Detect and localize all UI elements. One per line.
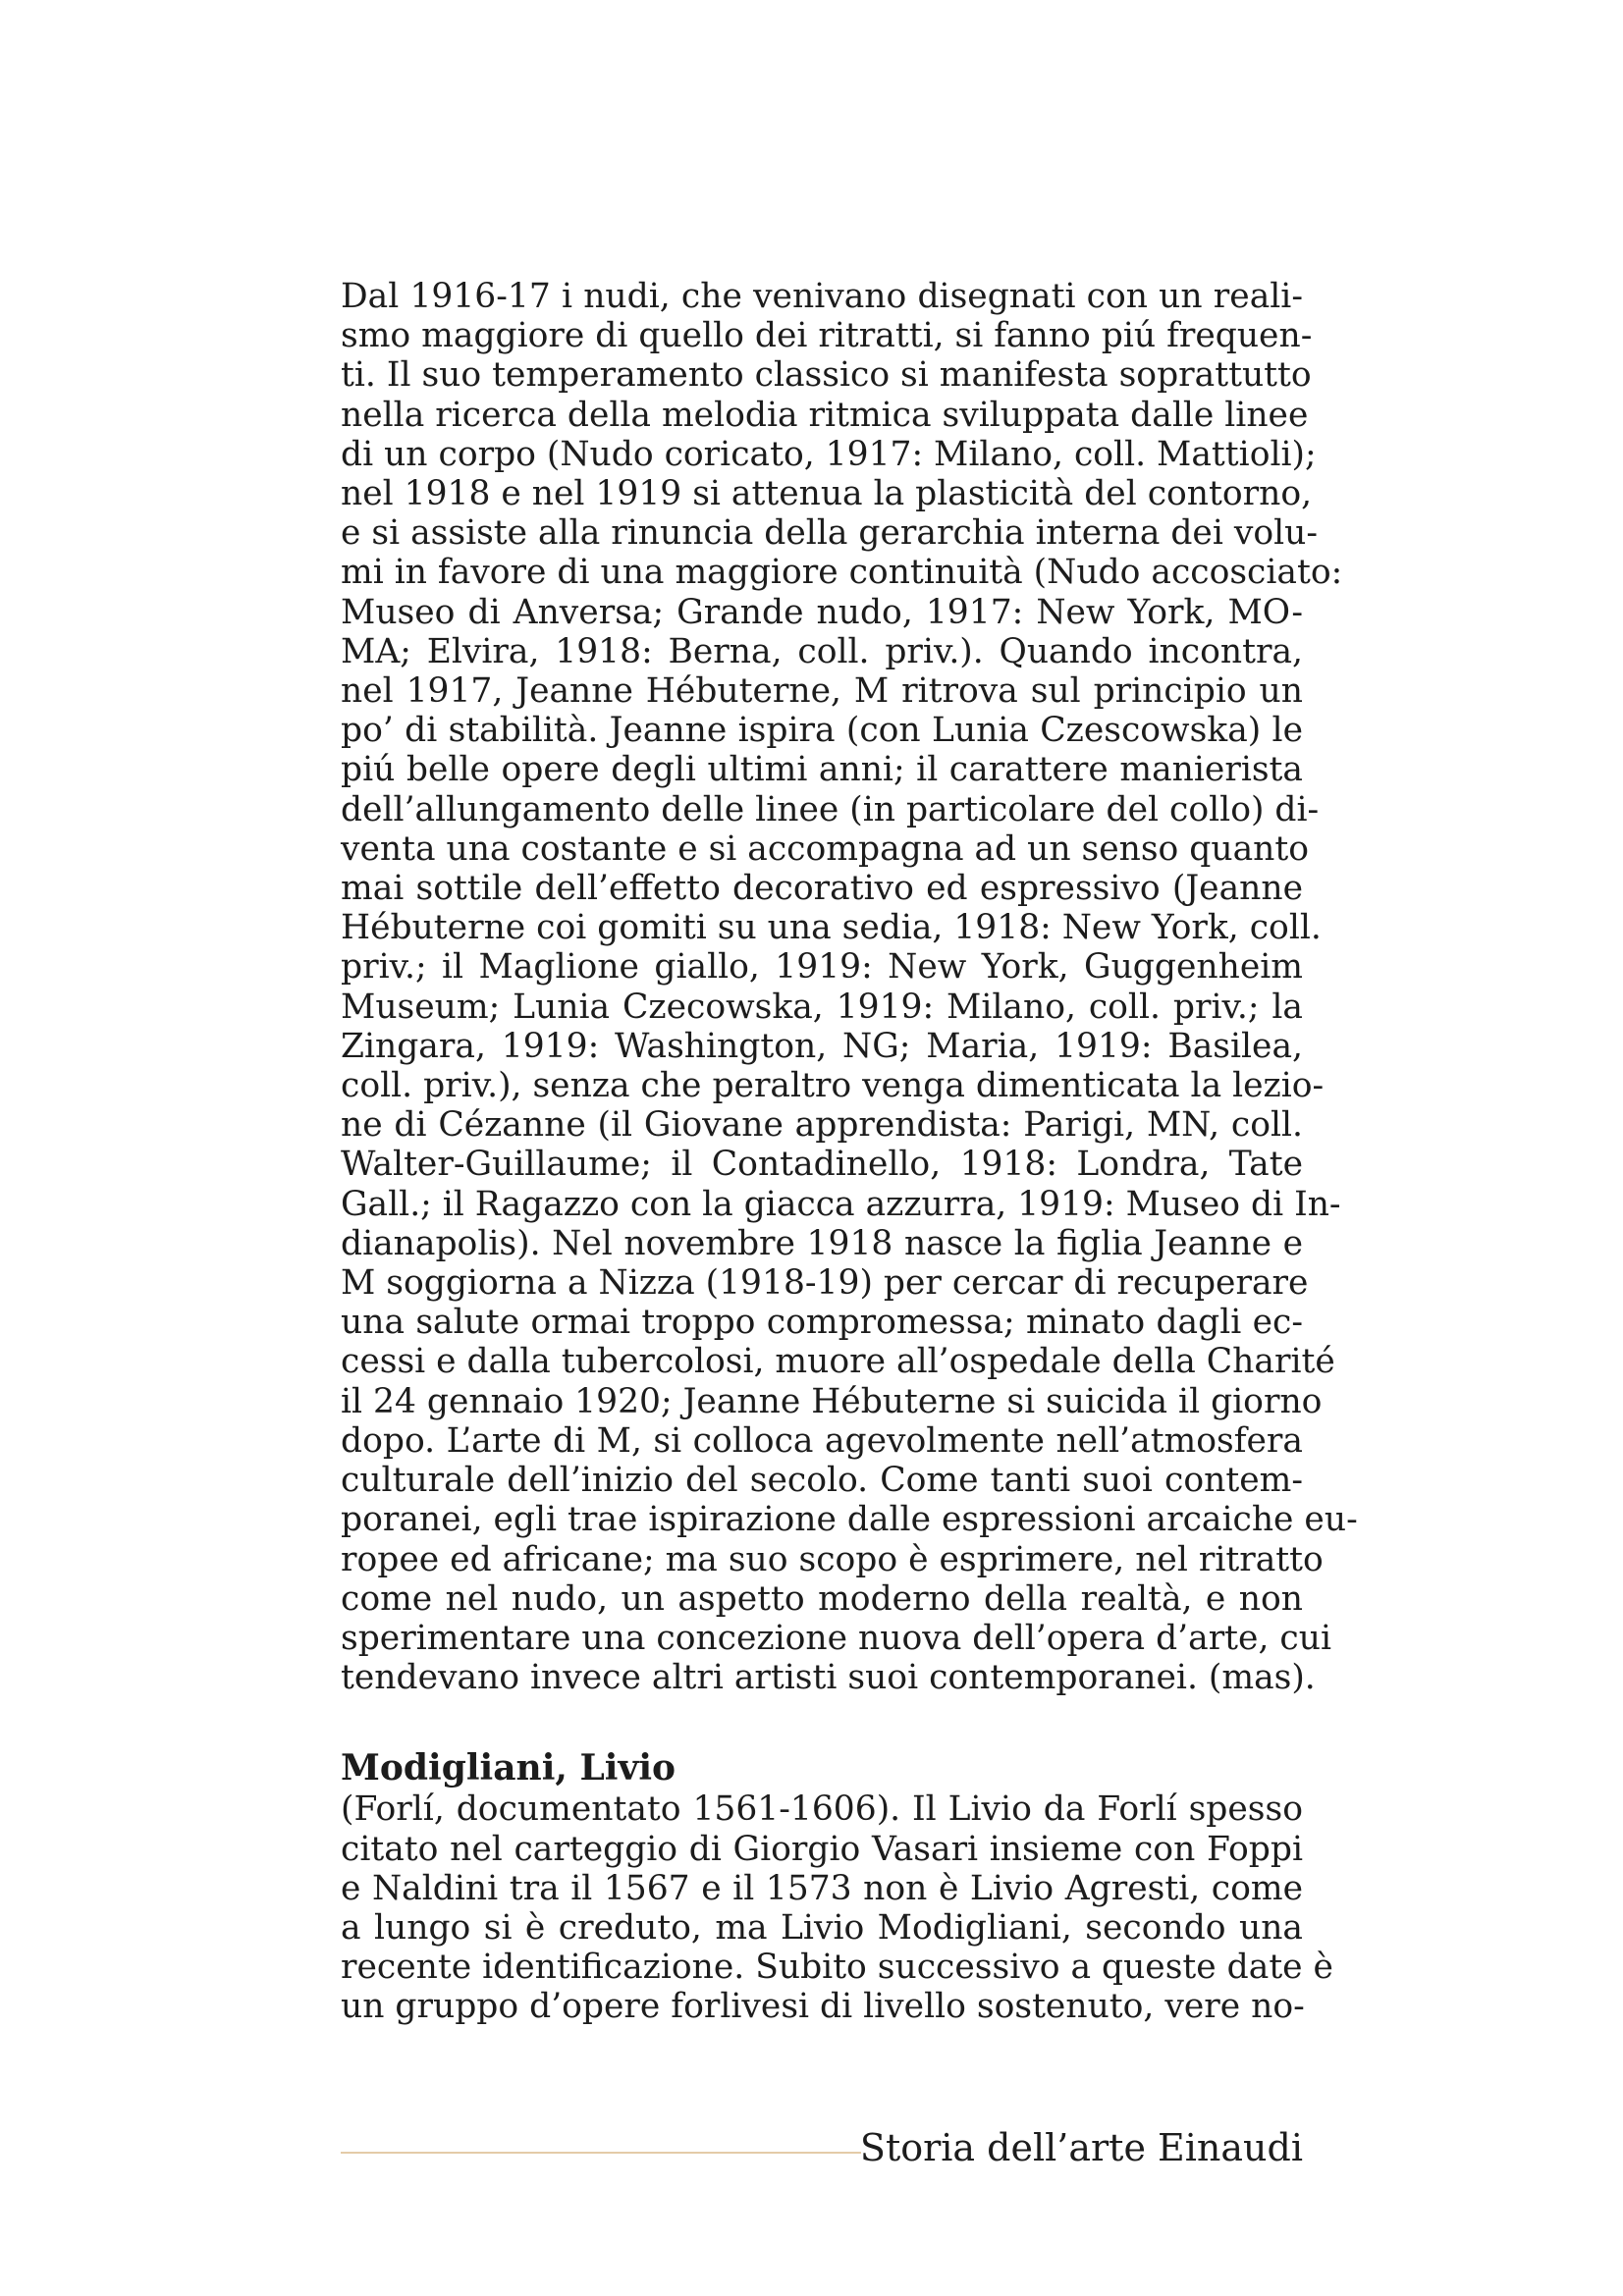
paragraph-modigliani-livio [341, 1789, 1333, 2027]
text-line: Museo di Anversa; Grande nudo, 1917: New York, MO- [341, 592, 1303, 632]
text-line: tendevano invece altri artisti suoi contemporanei. (mas). [341, 1658, 1316, 1698]
text-line: e Naldini tra il 1567 e il 1573 non è Livio Agresti, come [341, 1868, 1303, 1908]
paragraph-modigliani-amedeo-continued [341, 277, 1358, 1698]
text-line: mai sottile dell’effetto decorativo ed espressivo (Jeanne [341, 869, 1303, 909]
text-line: sperimentare una concezione nuova dell’opera d’arte, cui [341, 1618, 1331, 1658]
text-line: citato nel carteggio di Giorgio Vasari insieme con Foppi [341, 1829, 1303, 1869]
text-line: nella ricerca della melodia ritmica sviluppata dalle linee [341, 395, 1309, 435]
text-line: ne di Cézanne (il Giovane apprendista: Parigi, MN, coll. [341, 1105, 1303, 1146]
text-line: priv.; il Maglione giallo, 1919: New York, Guggenheim [341, 947, 1303, 988]
text-line: piú belle opere degli ultimi anni; il carattere manierista [341, 750, 1303, 790]
text-line: mi in favore di una maggiore continuità (Nudo accosciato: [341, 553, 1343, 593]
text-line: ti. Il suo temperamento classico si manifesta soprattutto [341, 355, 1312, 396]
text-line: dopo. L’arte di M, si colloca agevolmente nell’atmosfera [341, 1420, 1303, 1461]
text-line: una salute ormai troppo compromessa; minato dagli ec- [341, 1303, 1303, 1343]
text-line: di un corpo (Nudo coricato, 1917: Milano, coll. Mattioli); [341, 434, 1317, 474]
text-line: dianapolis). Nel novembre 1918 nasce la figlia Jeanne e [341, 1223, 1303, 1263]
footer-title: Storia dell’arte Einaudi [859, 2126, 1303, 2169]
text-line: nel 1917, Jeanne Hébuterne, M ritrova sul principio un [341, 671, 1303, 712]
text-line: dell’allungamento delle linee (in particolare del collo) di- [341, 789, 1320, 829]
text-line: (Forlí, documentato 1561-1606). Il Livio da Forlí spesso [341, 1789, 1303, 1830]
text-line: il 24 gennaio 1920; Jeanne Hébuterne si suicida il giorno [341, 1381, 1323, 1421]
text-line: Museum; Lunia Czecowska, 1919: Milano, coll. priv.; la [341, 987, 1303, 1027]
text-line: e si assiste alla rinuncia della gerarchia interna dei volu- [341, 513, 1319, 554]
article-body [341, 277, 1358, 2027]
text-line: culturale dell’inizio del secolo. Come tanti suoi contem- [341, 1461, 1303, 1501]
entry-title: Modigliani, Livio [341, 1747, 676, 1789]
text-line: un gruppo d’opere forlivesi di livello sostenuto, vere no- [341, 1987, 1305, 2027]
text-line: come nel nudo, un aspetto moderno della realtà, e non [341, 1578, 1303, 1619]
text-line: smo maggiore di quello dei ritratti, si fanno piú frequen- [341, 316, 1313, 356]
text-line: recente identificazione. Subito successivo a queste date è [341, 1948, 1333, 1988]
footer-rule [341, 2152, 861, 2154]
text-line: Gall.; il Ragazzo con la giacca azzurra, 1919: Museo di In- [341, 1184, 1341, 1224]
text-line: Zingara, 1919: Washington, NG; Maria, 1919: Basilea, [341, 1026, 1303, 1066]
text-line: cessi e dalla tubercolosi, muore all’ospedale della Charité [341, 1342, 1335, 1382]
text-line: a lungo si è creduto, ma Livio Modigliani, secondo una [341, 1907, 1303, 1948]
text-line: M soggiorna a Nizza (1918-19) per cercar di recuperare [341, 1263, 1309, 1304]
text-line: venta una costante e si accompagna ad un senso quanto [341, 828, 1310, 869]
text-line: po’ di stabilità. Jeanne ispira (con Lunia Czescowska) le [341, 711, 1303, 751]
text-line: ropee ed africane; ma suo scopo è esprimere, nel ritratto [341, 1539, 1324, 1579]
text-line: Hébuterne coi gomiti su una sedia, 1918: New York, coll. [341, 908, 1322, 948]
text-line: coll. priv.), senza che peraltro venga dimenticata la lezio- [341, 1066, 1325, 1106]
text-line: Dal 1916-17 i nudi, che venivano disegnati con un reali- [341, 277, 1303, 316]
text-line: MA; Elvira, 1918: Berna, coll. priv.). Quando incontra, [341, 631, 1303, 671]
text-line: Walter-Guillaume; il Contadinello, 1918: Londra, Tate [341, 1145, 1303, 1185]
text-line: poranei, egli trae ispirazione dalle espressioni arcaiche eu- [341, 1500, 1358, 1540]
text-line: nel 1918 e nel 1919 si attenua la plasticità del contorno, [341, 474, 1313, 514]
